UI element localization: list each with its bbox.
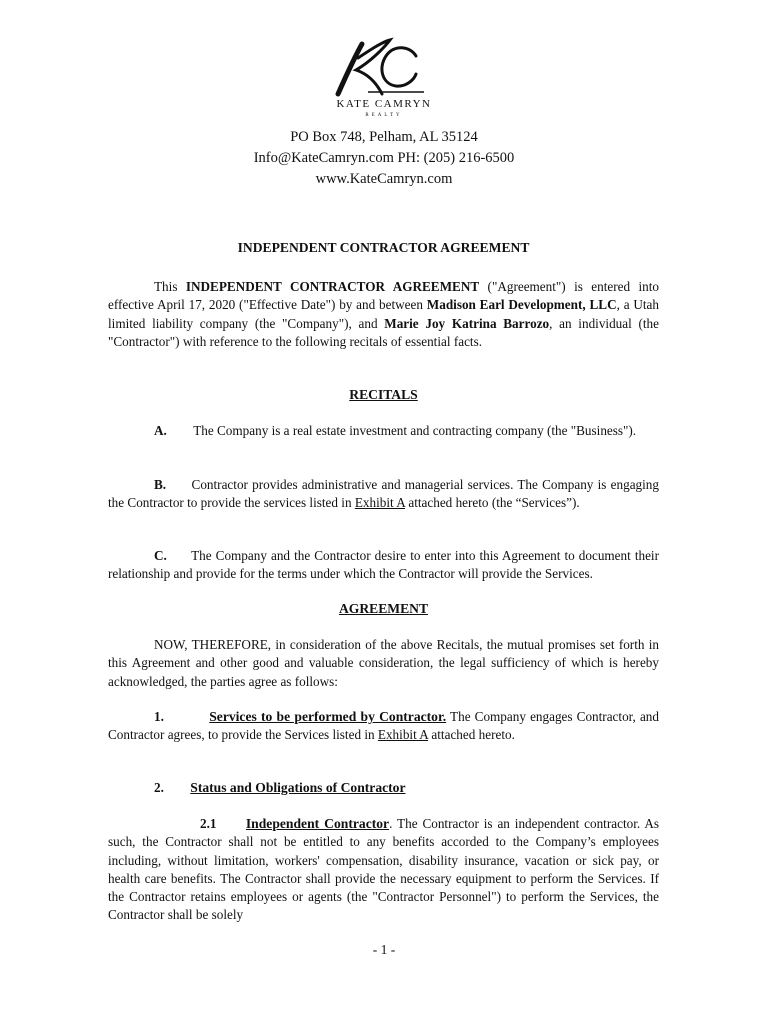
now-therefore-paragraph: NOW, THEREFORE, in consideration of the above Recitals, the mutual promises set forth in this Agreement and other good and valuable consideration, the legal sufficiency of which is hereby acknowledged, the parties agree as follows: <box>108 637 659 689</box>
recital-b: B. Contractor provides administrative and managerial services. The Company is engaging the Contractor to provide the services listed in Exhibit A attached hereto (the “Services”). <box>108 477 659 511</box>
kate-camryn-logo <box>324 36 444 126</box>
agreement-heading: AGREEMENT <box>338 601 429 616</box>
section-2-number: 2. <box>154 780 164 795</box>
recital-a-label: A. <box>154 423 167 438</box>
section-1-number: 1. <box>154 709 164 724</box>
document-title: INDEPENDENT CONTRACTOR AGREEMENT <box>237 240 530 255</box>
section-2 <box>108 779 659 797</box>
section-2-1-number: 2.1 <box>200 816 217 831</box>
section-1: 1. Services to be performed by Contractor. The Company engages Contractor, and Contractor agrees, to provide the Services listed in Exhibit A attached hereto. <box>108 709 659 743</box>
recitals-heading: RECITALS <box>349 387 418 402</box>
address-line: PO Box 748, Pelham, AL 35124 <box>290 129 478 145</box>
logo-subtitle: REALTY <box>365 113 403 118</box>
section-2-1: 2.1 Independent Contractor. The Contractor is an independent contractor. As such, the Contractor shall not be entitled to any benefits accorded to the Company’s employees including, without limitation, workers' compensation, disability insurance, vacation or sick pay, or health care benefits. The Contractor shall provide the necessary equipment to perform the Services. If the Contractor retains employees or agents (the "Contractor Personnel") to perform the Services, the Contractor shall be solely <box>108 816 659 923</box>
exhibit-a-link[interactable]: Exhibit A <box>377 727 429 743</box>
recital-b-label: B. <box>154 477 167 492</box>
exhibit-a-link[interactable]: Exhibit A <box>354 495 406 511</box>
recital-c: C. The Company and the Contractor desire to enter into this Agreement to document their relationship and provide for the terms under which the Contractor will provide the Services. <box>108 548 659 582</box>
kc-monogram-icon <box>324 36 444 100</box>
intro-paragraph: This INDEPENDENT CONTRACTOR AGREEMENT ("Agreement") is entered into effective April 17, 2020 ("Effective Date") by and between Madison Earl Development, LLC, a Utah limited liability company (the "Company"), and Marie Joy Katrina Barrozo, an individual (the "Contractor") with reference to the following recitals of essential facts. <box>108 279 660 349</box>
page-number: - 1 - <box>372 942 396 957</box>
recital-a: A. The Company is a real estate investment and contracting company (the "Business"). <box>154 423 637 438</box>
email-phone-line: Info@KateCamryn.com PH: (205) 216-6500 <box>253 150 515 166</box>
section-1-heading: Services to be performed by Contractor. <box>209 709 447 724</box>
logo-name: KATE CAMRYN <box>336 98 432 110</box>
letterhead <box>0 36 768 190</box>
recital-c-label: C. <box>154 548 167 563</box>
section-2-1-heading: Independent Contractor <box>245 816 390 831</box>
section-2-heading: Status and Obligations of Contractor <box>190 780 406 795</box>
contact-block <box>0 127 768 190</box>
website-line: www.KateCamryn.com <box>315 171 453 187</box>
